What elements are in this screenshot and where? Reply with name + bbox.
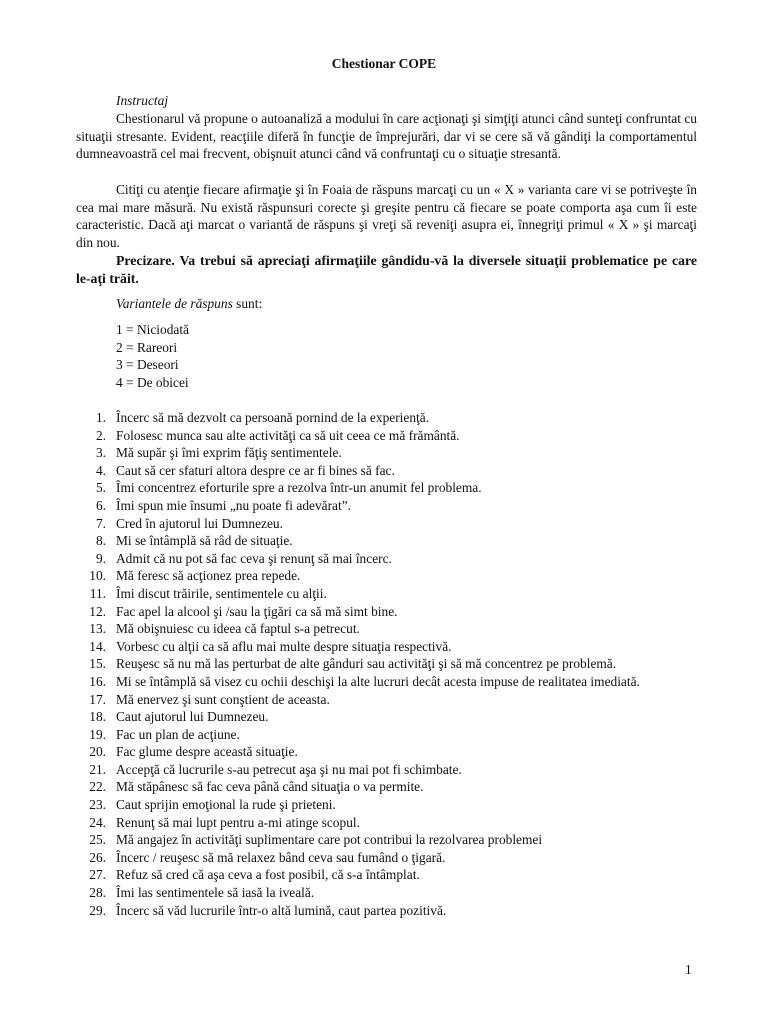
list-item	[76, 743, 697, 761]
item-text: Încerc să mă dezvolt ca persoană pornind de la experienţă.	[116, 410, 430, 425]
item-number: 19.	[89, 726, 106, 742]
list-item	[76, 673, 697, 691]
list-item	[76, 691, 697, 709]
item-text: Încerc să văd lucrurile într-o altă lumină, caut partea pozitivă.	[116, 902, 447, 918]
item-number: 22.	[89, 779, 106, 795]
item-number: 29.	[89, 902, 106, 918]
item-text: Mă stăpânesc să fac ceva până când situaţia o va permite.	[116, 779, 424, 795]
item-text: Mi se întâmplă să visez cu ochii deschişi la alte lucruri decât acesta impuse de realitatea imediată.	[116, 673, 640, 689]
list-item	[76, 497, 697, 515]
list-item	[76, 655, 697, 673]
item-text: Fac glume despre această situaţie.	[116, 744, 298, 760]
item-number: 13.	[89, 621, 106, 637]
item-number: 28.	[89, 885, 106, 901]
item-text: Fac un plan de acţiune.	[116, 726, 240, 742]
questionnaire-items	[76, 409, 697, 919]
instructions-paragraph-1: Chestionarul vă propune o autoanaliză a modului în care acţionaţi şi simţiţi atunci când sunteţi confruntat cu situaţii stresante. Evident, reacţiile diferă în funcţie de împrejurări, dar vi se cere să vă gândiţi la comportamentul dumneavoastră cel mai frecvent, obişnuit atunci când vă confruntaţi cu o situaţie stresantă.	[76, 111, 697, 162]
item-text: Accepţă că lucrurile s-au petrecut aşa şi nu mai pot fi schimbate.	[116, 761, 462, 777]
list-item	[76, 409, 697, 427]
list-item	[76, 620, 697, 638]
list-item	[76, 532, 697, 550]
item-number: 7.	[95, 515, 106, 531]
item-number: 16.	[89, 673, 106, 689]
precizare-label: Precizare	[116, 253, 172, 268]
scale-option: 2 = Rareori	[116, 339, 178, 355]
list-item	[76, 849, 697, 867]
item-number: 24.	[89, 814, 106, 830]
item-number: 26.	[89, 849, 106, 865]
list-item	[76, 726, 697, 744]
item-number: 12.	[89, 603, 106, 619]
item-text: Admit că nu pot să fac ceva şi renunţ să mai încerc.	[116, 550, 392, 566]
item-text: Îmi discut trăirile, sentimentele cu alţii.	[116, 585, 327, 601]
instructions-paragraph-2: Citiţi cu atenţie fiecare afirmaţie şi în Foaia de răspuns marcaţi cu un « X » varianta care vi se potriveşte în cea mai mare măsură. Nu există răspunsuri corecte şi greşite pentru că fiecare se poate comporta aşa cum îi este caracteristic. Dacă aţi marcat o variantă de răspuns şi vreţi să reveniţi asupra ei, înnegriţi primul « X » şi marcaţi din nou.	[76, 182, 697, 250]
item-text: Refuz să cred că aşa ceva a fost posibil, că s-a întâmplat.	[116, 867, 420, 883]
list-item	[76, 884, 697, 902]
item-number: 14.	[89, 638, 106, 654]
variants-heading-italic: Variantele de răspuns	[116, 296, 233, 311]
page-number: 1	[685, 962, 692, 977]
item-text: Mă obişnuiesc cu ideea că faptul s-a petrecut.	[116, 621, 360, 637]
precizare-text: . Va trebui să apreciaţi afirmaţiile gândidu-vă la diversele situaţii problematice pe care le-aţi trăit.	[76, 253, 697, 286]
item-text: Îmi spun mie însumi „nu poate fi adevărat”.	[116, 497, 352, 513]
list-item	[76, 585, 697, 603]
item-number: 6.	[95, 497, 106, 513]
item-number: 15.	[89, 656, 106, 672]
item-number: 4.	[95, 462, 106, 478]
list-item	[76, 550, 697, 568]
list-item	[76, 638, 697, 656]
item-text: Caut ajutorul lui Dumnezeu.	[116, 709, 269, 725]
list-item	[76, 708, 697, 726]
item-number: 11.	[89, 585, 106, 601]
precizare-paragraph	[76, 252, 697, 288]
list-item	[76, 515, 697, 533]
scale-option: 3 = Deseori	[116, 357, 179, 373]
list-item	[76, 796, 697, 814]
scale-option: 1 = Niciodată	[116, 322, 189, 337]
list-item	[76, 462, 697, 480]
item-text: Îmi las sentimentele să iasă la iveală.	[116, 885, 315, 901]
item-number: 2.	[95, 427, 106, 443]
item-text: Cred în ajutorul lui Dumnezeu.	[116, 515, 283, 531]
item-text: Reuşesc să nu mă las perturbat de alte gânduri sau activităţi şi să mă concentrez pe problemă.	[116, 656, 617, 672]
list-item	[76, 603, 697, 621]
list-item	[76, 567, 697, 585]
item-text: Mă supăr şi îmi exprim făţiş sentimentele.	[116, 445, 342, 461]
item-text: Caut să cer sfaturi altora despre ce ar fi bines să fac.	[116, 462, 395, 478]
item-number: 27.	[89, 867, 106, 883]
item-number: 9.	[95, 550, 106, 566]
list-item	[76, 831, 697, 849]
list-item	[76, 444, 697, 462]
list-item	[76, 902, 697, 920]
list-item	[76, 427, 697, 445]
response-scale	[116, 321, 189, 391]
list-item	[76, 814, 697, 832]
item-number: 18.	[89, 709, 106, 725]
item-number: 21.	[89, 761, 106, 777]
item-text: Mă enervez şi sunt conştient de aceasta.	[116, 691, 330, 707]
item-number: 8.	[95, 533, 106, 549]
list-item	[76, 761, 697, 779]
item-text: Îmi concentrez eforturile spre a rezolva într-un anumit fel problema.	[116, 480, 482, 496]
item-text: Vorbesc cu alţii ca să aflu mai multe despre situaţia respectivă.	[116, 638, 452, 654]
document-title: Chestionar COPE	[331, 56, 437, 71]
item-number: 5.	[95, 480, 106, 496]
item-number: 20.	[89, 744, 106, 760]
scale-option: 4 = De obicei	[116, 374, 189, 390]
item-number: 10.	[89, 568, 106, 584]
item-text: Fac apel la alcool şi /sau la ţigări ca să mă simt bine.	[116, 603, 398, 619]
item-number: 3.	[95, 445, 106, 461]
item-text: Încerc / reuşesc să mă relaxez bând ceva sau fumând o ţigară.	[116, 849, 446, 865]
item-number: 25.	[89, 832, 106, 848]
list-item	[76, 479, 697, 497]
item-text: Folosesc munca sau alte activităţi ca să uit ceea ce mă frământă.	[116, 427, 460, 443]
variants-heading-rest: sunt:	[232, 296, 263, 311]
item-text: Mi se întâmplă să râd de situaţie.	[116, 533, 293, 549]
variants-heading	[76, 295, 737, 313]
item-text: Renunţ să mai lupt pentru a-mi atinge scopul.	[116, 814, 360, 830]
list-item	[76, 866, 697, 884]
list-item	[76, 778, 697, 796]
item-number: 1.	[95, 410, 106, 425]
item-text: Mă angajez în activităţi suplimentare care pot contribui la rezolvarea problemei	[116, 832, 543, 848]
item-number: 17.	[89, 691, 106, 707]
item-text: Mă feresc să acţionez prea repede.	[116, 568, 301, 584]
item-text: Caut sprijin emoţional la rude şi prieteni.	[116, 797, 336, 813]
item-number: 23.	[89, 797, 106, 813]
instructions-heading: Instructaj	[116, 93, 169, 108]
